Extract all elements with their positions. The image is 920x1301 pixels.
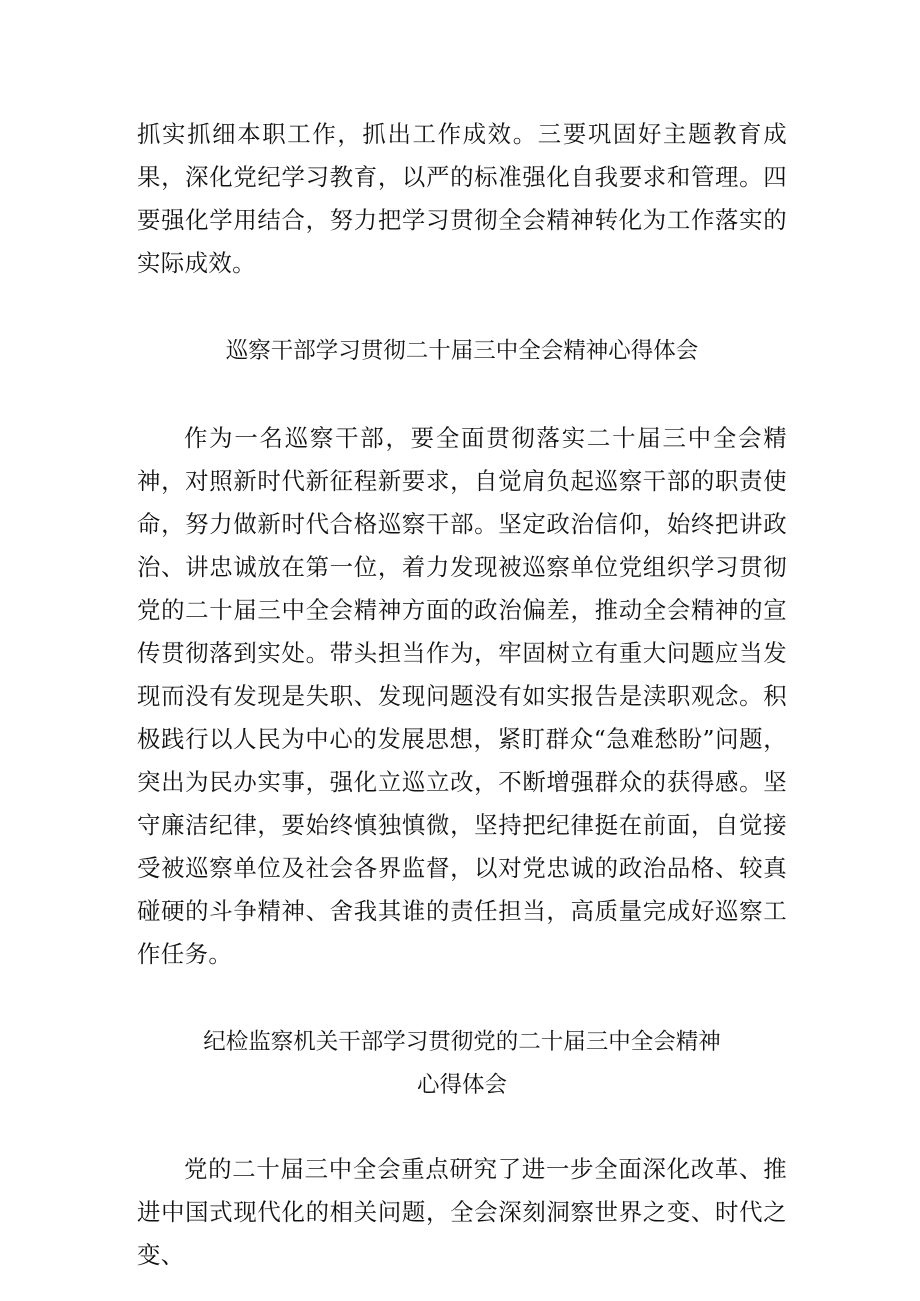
section2-paragraph: 党的二十届三中全会重点研究了进一步全面深化改革、推进中国式现代化的相关问题，全会深刻洞察世界之变、时代之变、 — [137, 1155, 787, 1269]
section1-paragraph: 作为一名巡察干部，要全面贯彻落实二十届三中全会精神，对照新时代新征程新要求，自觉肩负起巡察干部的职责使命，努力做新时代合格巡察干部。坚定政治信仰，始终把讲政治、讲忠诚放在第一位，着力发现被巡察单位党组织学习贯彻党的二十届三中全会精神方面的政治偏差，推动全会精神的宣传贯彻落到实处。带头担当作为，牢固树立有重大问题应当发现而没有发现是失职、发现问题没有如实报告是渎职观念。积极践行以人民为中心的发展思想，紧盯群众“急难愁盼”问题，突出为民办实事，强化立巡立改，不断增强群众的获得感。坚守廉洁纪律，要始终慎独慎微，坚持把纪律挺在前面，自觉接受被巡察单位及社会各界监督，以对党忠诚的政治品格、较真碰硬的斗争精神、舍我其谁的责任担当，高质量完成好巡察工作任务。 — [137, 424, 787, 968]
section2-title-line2: 心得体会 — [416, 1072, 507, 1098]
section2-title — [137, 1021, 787, 1107]
document-body — [137, 113, 787, 1277]
section2-title-line1: 纪检监察机关干部学习贯彻党的二十届三中全会精神 — [203, 1029, 721, 1055]
section1-title: 巡察干部学习贯彻二十届三中全会精神心得体会 — [225, 338, 699, 364]
intro-continuation-paragraph: 抓实抓细本职工作，抓出工作成效。三要巩固好主题教育成果，深化党纪学习教育，以严的标准强化自我要求和管理。四要强化学用结合，努力把学习贯彻全会精神转化为工作落实的实际成效。 — [137, 120, 787, 277]
